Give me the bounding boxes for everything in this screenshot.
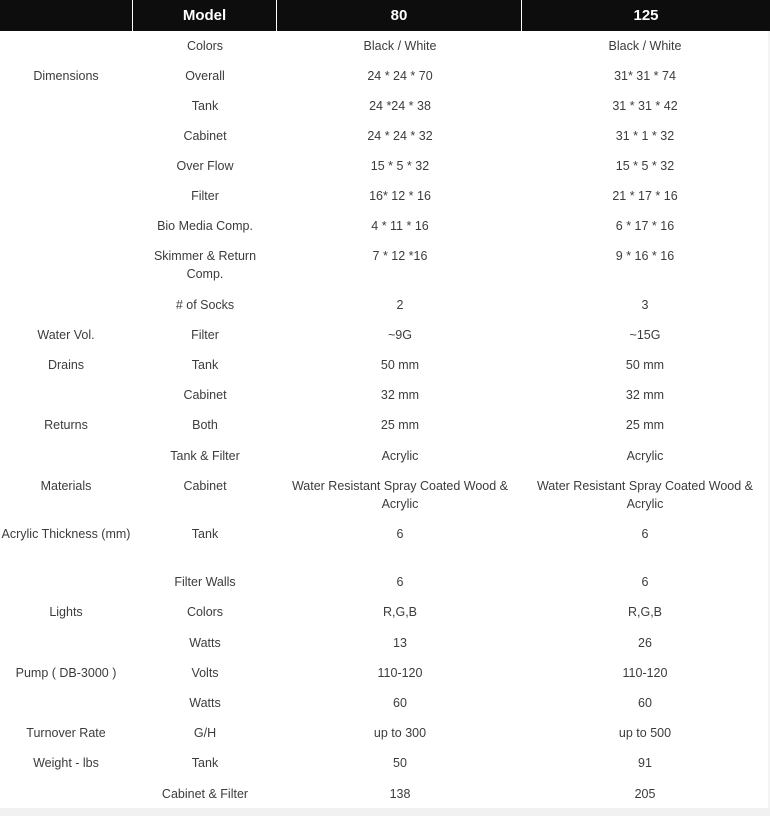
row-group-label: Dimensions bbox=[33, 69, 99, 83]
row-label: Over Flow bbox=[176, 159, 234, 173]
row-label: Tank bbox=[191, 99, 219, 113]
value-80: 32 mm bbox=[380, 388, 420, 402]
value-80: up to 300 bbox=[373, 726, 427, 740]
value-125: 31 * 31 * 42 bbox=[612, 99, 678, 113]
row-group-label bbox=[0, 441, 132, 471]
table-row bbox=[0, 211, 770, 241]
value-125: 31 * 1 * 32 bbox=[615, 129, 675, 143]
row-label: G/H bbox=[193, 726, 217, 740]
value-125: 50 mm bbox=[625, 358, 665, 372]
value-80: 50 bbox=[393, 756, 407, 770]
table-row bbox=[0, 748, 770, 778]
value-80: 25 mm bbox=[380, 418, 420, 432]
row-label: Both bbox=[192, 418, 218, 432]
row-label: Overall bbox=[185, 69, 225, 83]
value-80: 6 bbox=[396, 527, 404, 541]
value-125: 26 bbox=[638, 636, 652, 650]
row-label: Filter bbox=[191, 189, 219, 203]
header-blank-cell bbox=[0, 0, 132, 31]
value-80: 138 bbox=[389, 787, 411, 801]
value-125: Black / White bbox=[608, 39, 682, 53]
value-125: 91 bbox=[638, 756, 652, 770]
table-row bbox=[0, 471, 770, 519]
table-footer-strip bbox=[0, 808, 770, 816]
value-80: 2 bbox=[396, 298, 404, 312]
row-group-label: Materials bbox=[40, 479, 92, 493]
row-label: Cabinet bbox=[183, 129, 227, 143]
row-group-label: Acrylic Thickness (mm) bbox=[1, 527, 131, 541]
row-group-label: Drains bbox=[47, 358, 85, 372]
value-80: ~9G bbox=[388, 328, 412, 342]
table-row bbox=[0, 61, 770, 91]
value-125: 60 bbox=[638, 696, 652, 710]
row-group-label: Pump ( DB-3000 ) bbox=[15, 666, 117, 680]
row-label: Skimmer & Return Comp. bbox=[153, 249, 257, 281]
value-80: 24 * 24 * 32 bbox=[367, 129, 433, 143]
table-row bbox=[0, 91, 770, 121]
value-125: Water Resistant Spray Coated Wood & Acrylic bbox=[536, 479, 754, 511]
value-125: 3 bbox=[641, 298, 649, 312]
row-label: Colors bbox=[186, 39, 224, 53]
table-header bbox=[0, 0, 770, 31]
table-row bbox=[0, 567, 770, 597]
table-row bbox=[0, 410, 770, 440]
value-80: Black / White bbox=[363, 39, 437, 53]
row-group-label bbox=[0, 688, 132, 718]
value-125: 25 mm bbox=[625, 418, 665, 432]
value-80: 60 bbox=[393, 696, 407, 710]
row-group-label bbox=[0, 181, 132, 211]
row-group-label bbox=[0, 380, 132, 410]
header-model-80: 80 bbox=[390, 7, 408, 24]
row-group-label bbox=[0, 567, 132, 597]
row-label: Watts bbox=[189, 636, 221, 650]
row-label: Volts bbox=[191, 666, 219, 680]
row-group-label: Water Vol. bbox=[37, 328, 95, 342]
row-label: Tank bbox=[191, 358, 219, 372]
value-125: 110-120 bbox=[622, 666, 668, 680]
row-group-label bbox=[0, 121, 132, 151]
table-row bbox=[0, 121, 770, 151]
value-125: 6 bbox=[641, 527, 649, 541]
row-group-label: Weight - lbs bbox=[33, 756, 99, 770]
table-row bbox=[0, 658, 770, 688]
table-row bbox=[0, 597, 770, 627]
table-row bbox=[0, 441, 770, 471]
table-row bbox=[0, 519, 770, 567]
row-group-label bbox=[0, 31, 132, 61]
value-80: 4 * 11 * 16 bbox=[371, 219, 429, 233]
row-label: # of Socks bbox=[175, 298, 235, 312]
table-row bbox=[0, 241, 770, 289]
row-group-label bbox=[0, 290, 132, 320]
value-80: 110-120 bbox=[377, 666, 423, 680]
value-125: 31* 31 * 74 bbox=[614, 69, 676, 83]
value-80: Acrylic bbox=[381, 449, 419, 463]
value-80: 6 bbox=[396, 575, 404, 589]
row-group-label bbox=[0, 241, 132, 289]
value-125: 15 * 5 * 32 bbox=[615, 159, 675, 173]
value-80: 24 * 24 * 70 bbox=[367, 69, 433, 83]
row-group-label: Turnover Rate bbox=[26, 726, 106, 740]
table-row bbox=[0, 151, 770, 181]
value-80: 15 * 5 * 32 bbox=[370, 159, 430, 173]
row-group-label bbox=[0, 779, 132, 809]
value-125: 32 mm bbox=[625, 388, 665, 402]
value-125: 21 * 17 * 16 bbox=[612, 189, 678, 203]
value-125: R,G,B bbox=[627, 605, 663, 619]
value-80: 24 *24 * 38 bbox=[369, 99, 431, 113]
row-label: Watts bbox=[189, 696, 221, 710]
table-row bbox=[0, 350, 770, 380]
table-row bbox=[0, 628, 770, 658]
value-125: 6 bbox=[641, 575, 649, 589]
value-125: ~15G bbox=[629, 328, 661, 342]
row-label: Tank & Filter bbox=[170, 449, 240, 463]
table-row bbox=[0, 779, 770, 809]
row-label: Colors bbox=[186, 605, 224, 619]
row-label: Bio Media Comp. bbox=[157, 219, 253, 233]
row-label: Tank bbox=[191, 756, 219, 770]
header-model: Model bbox=[182, 7, 227, 24]
value-80: 50 mm bbox=[380, 358, 420, 372]
table-row bbox=[0, 718, 770, 748]
table-row bbox=[0, 290, 770, 320]
value-125: 9 * 16 * 16 bbox=[615, 249, 675, 263]
value-80: 7 * 12 *16 bbox=[372, 249, 428, 263]
row-group-label bbox=[0, 628, 132, 658]
table-row bbox=[0, 181, 770, 211]
row-group-label bbox=[0, 91, 132, 121]
value-125: up to 500 bbox=[618, 726, 672, 740]
table-row bbox=[0, 688, 770, 718]
table-row bbox=[0, 320, 770, 350]
row-label: Filter bbox=[191, 328, 219, 342]
row-label: Tank bbox=[191, 527, 219, 541]
row-group-label bbox=[0, 151, 132, 181]
value-125: 205 bbox=[634, 787, 656, 801]
header-model-125: 125 bbox=[633, 7, 659, 24]
value-80: 13 bbox=[393, 636, 407, 650]
row-group-label bbox=[0, 211, 132, 241]
value-80: 16* 12 * 16 bbox=[369, 189, 431, 203]
row-label: Filter Walls bbox=[174, 575, 236, 589]
row-group-label: Returns bbox=[44, 418, 88, 432]
value-80: Water Resistant Spray Coated Wood & Acrylic bbox=[291, 479, 509, 511]
row-group-label: Lights bbox=[49, 605, 83, 619]
value-80: R,G,B bbox=[382, 605, 418, 619]
row-label: Cabinet bbox=[183, 479, 227, 493]
value-125: Acrylic bbox=[626, 449, 664, 463]
row-label: Cabinet bbox=[183, 388, 227, 402]
table-row bbox=[0, 31, 770, 61]
row-label: Cabinet & Filter bbox=[161, 787, 249, 801]
value-125: 6 * 17 * 16 bbox=[615, 219, 675, 233]
table-row bbox=[0, 380, 770, 410]
